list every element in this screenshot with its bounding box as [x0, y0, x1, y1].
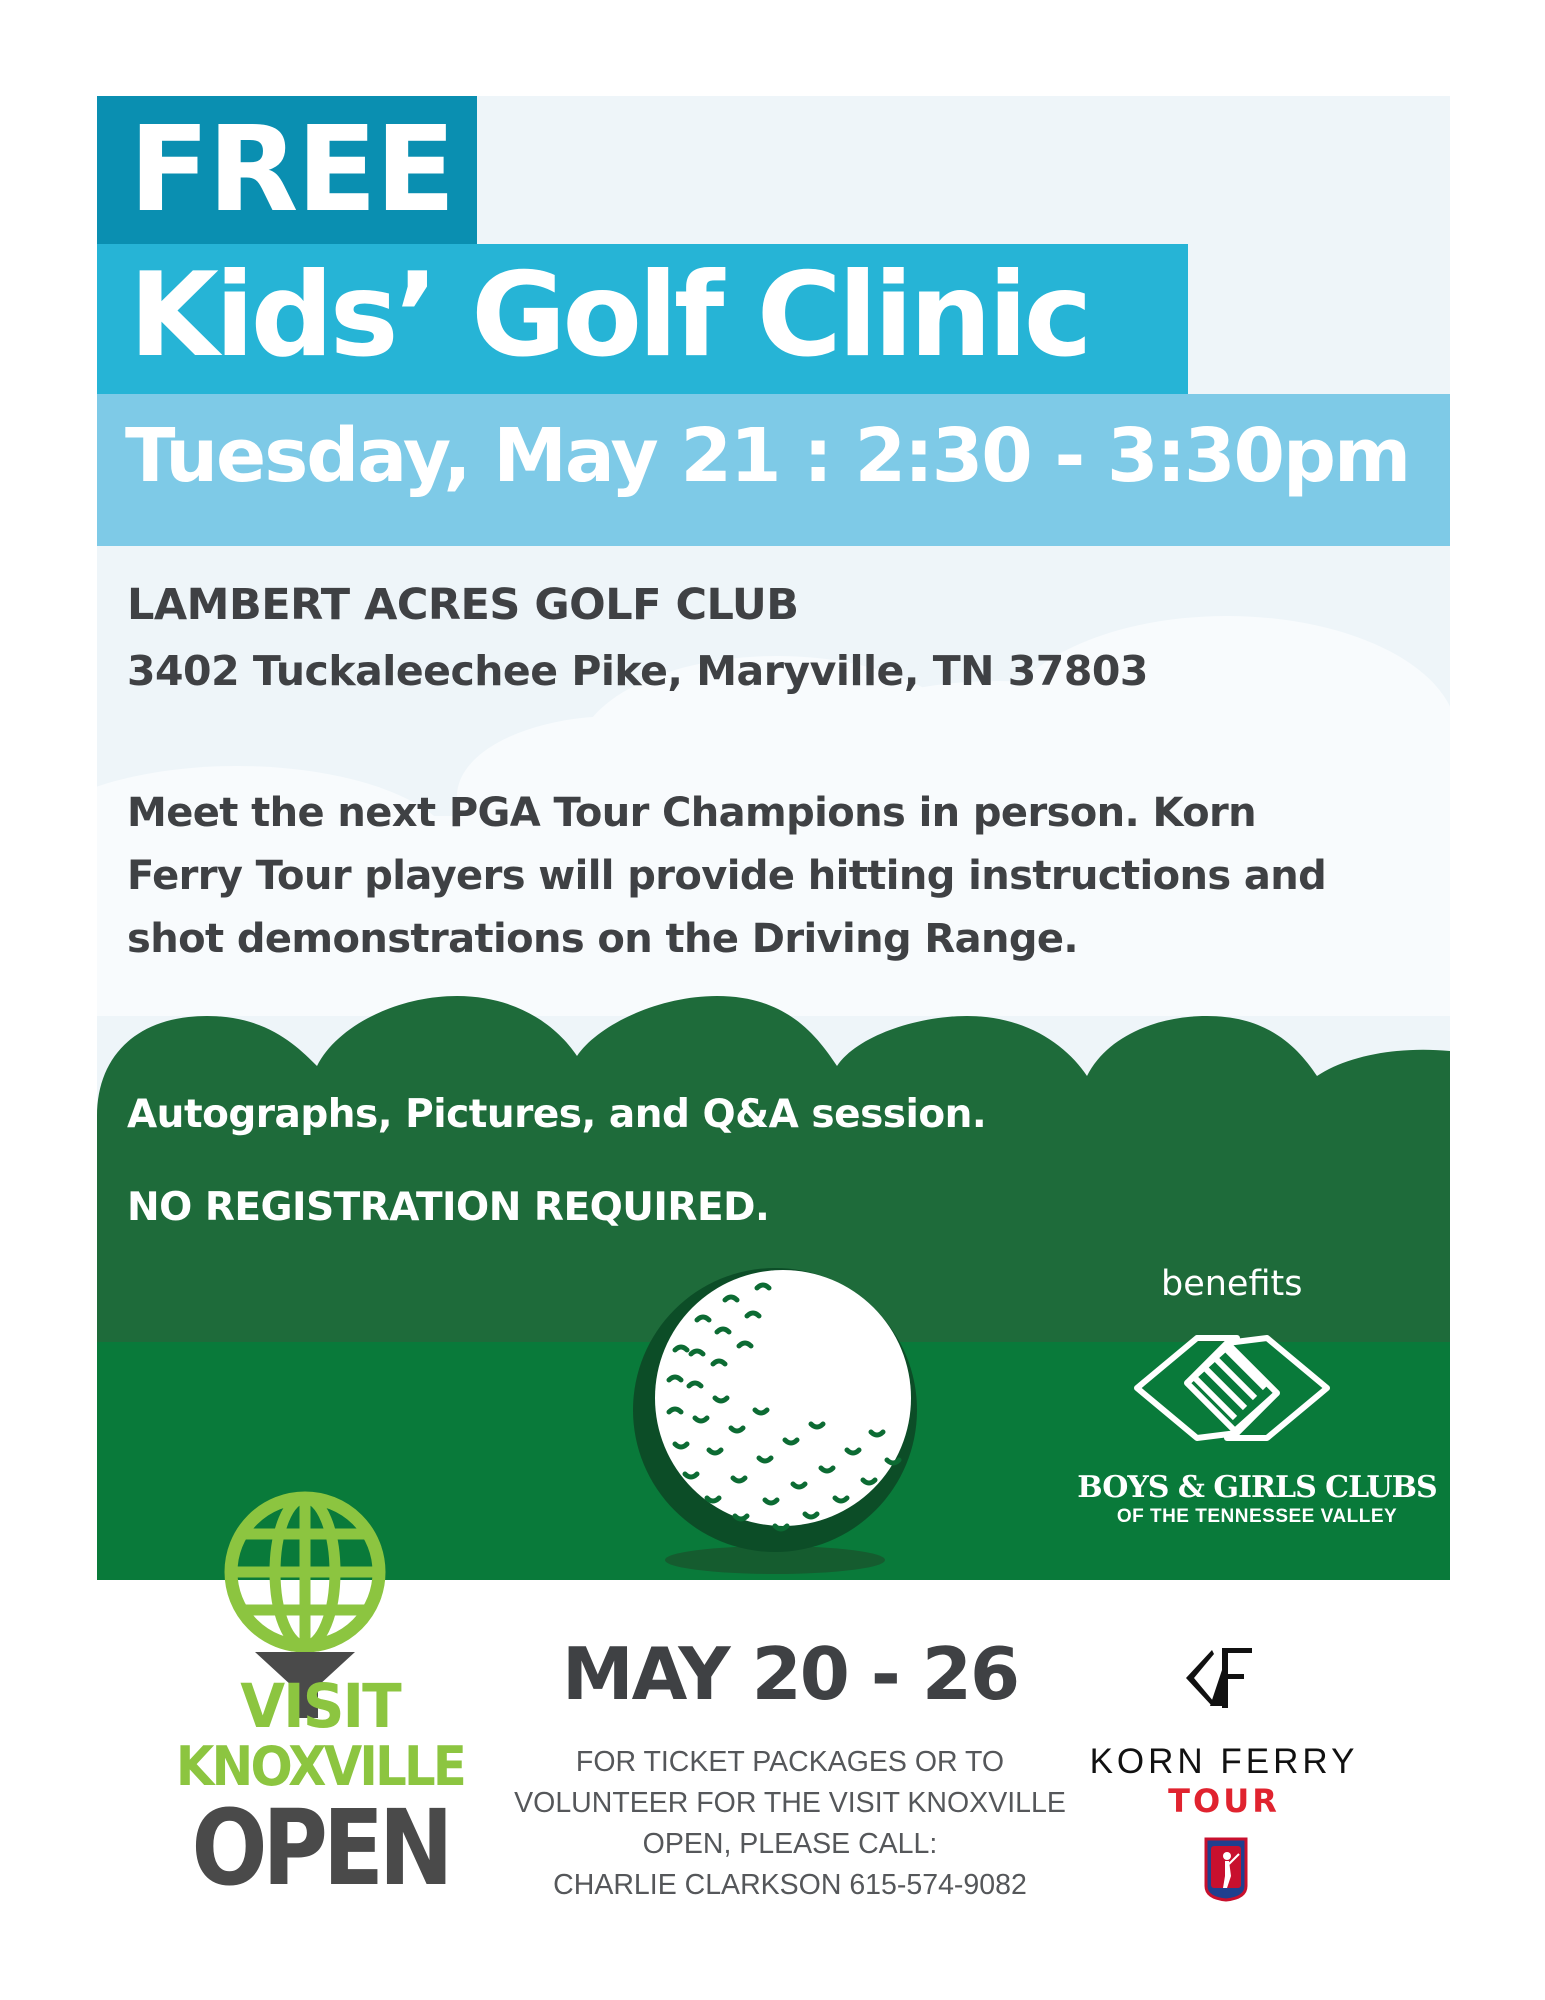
contact-line: OPEN, PLEASE CALL: — [642, 1828, 938, 1860]
sponsor-tour: TOUR — [1168, 1782, 1280, 1820]
activities-text: Autographs, Pictures, and Q&A session. — [127, 1092, 987, 1137]
venue-name: LAMBERT ACRES GOLF CLUB — [127, 580, 799, 630]
free-label: FREE — [129, 100, 454, 238]
beneficiary-name: BOYS & GIRLS CLUBS — [1077, 1470, 1437, 1505]
pga-tour-shield-icon — [1203, 1836, 1249, 1902]
venue-address: 3402 Tuckaleechee Pike, Maryville, TN 37803 — [127, 647, 1148, 695]
contact-line: FOR TICKET PACKAGES OR TO — [575, 1746, 1005, 1778]
golf-ball-icon — [625, 1260, 925, 1580]
benefits-label: benefits — [1161, 1264, 1303, 1304]
event-logo-visit: VISIT — [240, 1670, 400, 1742]
contact-info — [510, 1742, 1070, 1906]
event-description: Meet the next PGA Tour Champions in person. Korn Ferry Tour players will provide hitting instructions and shot demonstrations on the Driving Range. — [127, 790, 1327, 962]
event-datetime: Tuesday, May 21 : 2:30 - 3:30pm — [125, 413, 1410, 499]
contact-phone: CHARLIE CLARKSON 615-574-9082 — [553, 1869, 1027, 1901]
korn-ferry-mark-icon — [1180, 1640, 1260, 1716]
page-title: Kids’ Golf Clinic — [129, 248, 1089, 383]
contact-line: VOLUNTEER FOR THE VISIT KNOXVILLE — [514, 1787, 1066, 1819]
tournament-dates: MAY 20 - 26 — [561, 1632, 1019, 1716]
sponsor-name: KORN FERRY — [1089, 1742, 1359, 1781]
event-logo-knoxville: KNOXVILLE — [175, 1735, 465, 1798]
boys-girls-clubs-logo — [1127, 1328, 1337, 1448]
beneficiary-subtitle: OF THE TENNESSEE VALLEY — [1116, 1506, 1398, 1527]
registration-note: NO REGISTRATION REQUIRED. — [127, 1185, 770, 1230]
event-logo-open: OPEN — [191, 1787, 449, 1909]
